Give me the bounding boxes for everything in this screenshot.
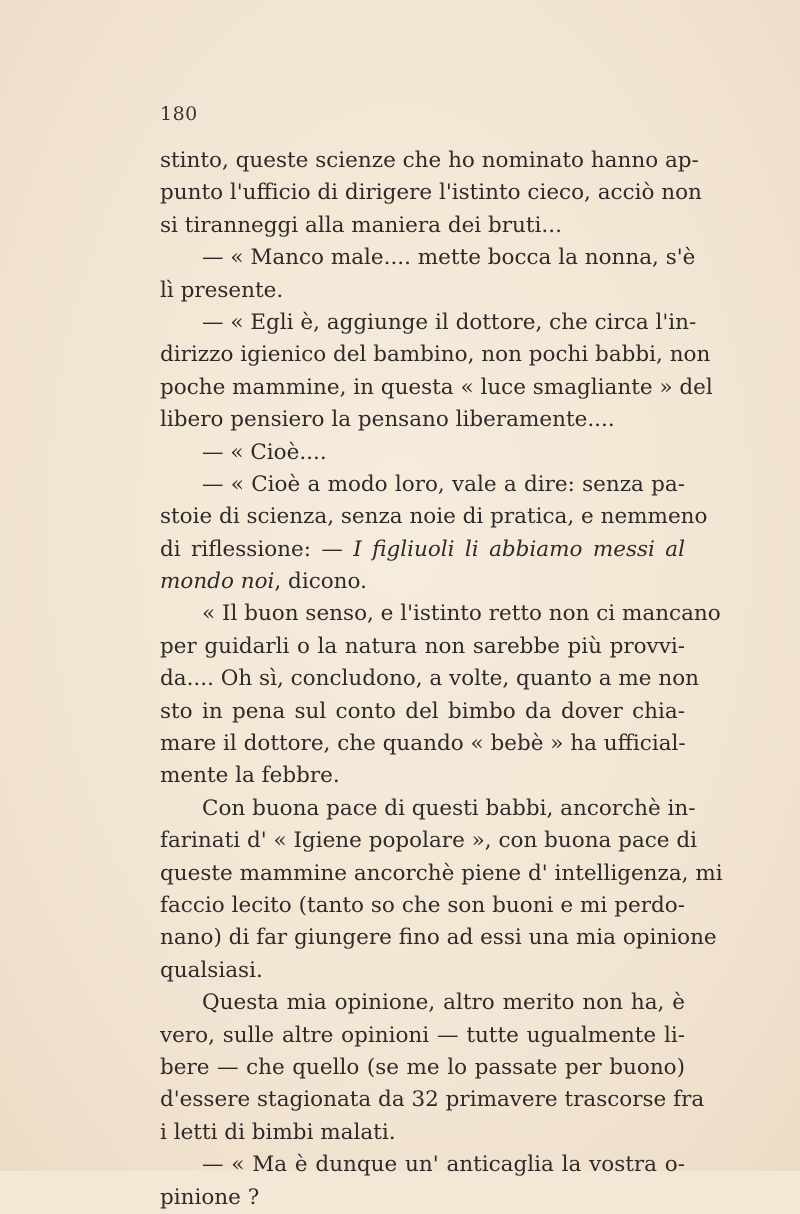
line-text: Questa mia opinione, altro merito non ha, è bbox=[202, 990, 685, 1016]
italic-text: I figliuoli li abbiamo messi al bbox=[353, 536, 685, 562]
text-line bbox=[160, 858, 723, 890]
line-text: , dicono. bbox=[274, 569, 367, 595]
line-text: da.... Oh sì, concludono, a volte, quanto a me non bbox=[160, 666, 699, 692]
line-text: dirizzo igienico del bambino, non pochi babbi, non bbox=[160, 342, 711, 368]
line-text: poche mammine, in questa « luce smagliante » del bbox=[160, 374, 713, 400]
text-line bbox=[160, 177, 702, 209]
text-line bbox=[160, 1020, 685, 1052]
line-text: bere — che quello (se me lo passate per buono) bbox=[160, 1054, 685, 1080]
line-text: mente la febbre. bbox=[160, 763, 340, 789]
text-line bbox=[160, 696, 685, 728]
line-text: d'essere stagionata da 32 primavere trascorse fra bbox=[160, 1087, 705, 1113]
text-line bbox=[160, 469, 685, 501]
text-line bbox=[160, 728, 685, 760]
text-line bbox=[160, 825, 698, 857]
line-text: vero, sulle altre opinioni — tutte ugualmente li- bbox=[160, 1022, 685, 1048]
text-line bbox=[160, 307, 697, 339]
text-line bbox=[160, 1052, 685, 1084]
line-text: nano) di far giungere fino ad essi una mia opinione bbox=[160, 925, 717, 951]
text-line bbox=[160, 275, 685, 307]
line-text: sto in pena sul conto del bimbo da dover chia- bbox=[160, 698, 685, 724]
line-text: — « Cioè a modo loro, vale a dire: senza pa- bbox=[202, 471, 685, 497]
text-line bbox=[160, 534, 685, 566]
line-text: — « Ma è dunque un' anticaglia la vostra o- bbox=[202, 1152, 685, 1178]
text-line bbox=[160, 987, 685, 1019]
italic-text: mondo noi bbox=[160, 569, 275, 595]
text-line bbox=[160, 922, 717, 954]
line-text: mare il dottore, che quando « bebè » ha ufficial- bbox=[160, 731, 686, 757]
text-line bbox=[160, 339, 711, 371]
line-text: — « Egli è, aggiunge il dottore, che circa l'in- bbox=[202, 309, 697, 335]
line-text: pinione ? bbox=[160, 1184, 260, 1210]
line-text: libero pensiero la pensano liberamente.... bbox=[160, 407, 615, 433]
line-text: queste mammine ancorchè piene d' intelligenza, mi bbox=[160, 860, 723, 886]
text-line bbox=[160, 210, 685, 242]
line-text: punto l'ufficio di dirigere l'istinto cieco, acciò non bbox=[160, 180, 702, 206]
text-line bbox=[160, 145, 699, 177]
line-text: stoie di scienza, senza noie di pratica, e nemmeno bbox=[160, 504, 708, 530]
line-text: stinto, queste scienze che ho nominato hanno ap- bbox=[160, 148, 699, 173]
text-line bbox=[160, 372, 713, 404]
line-text: per guidarli o la natura non sarebbe più provvi- bbox=[160, 633, 685, 659]
text-line bbox=[160, 437, 685, 469]
line-text: di riflessione: — bbox=[160, 536, 354, 562]
text-line bbox=[160, 1084, 705, 1116]
text-line bbox=[160, 793, 696, 825]
text-line bbox=[160, 1117, 685, 1149]
line-text: i letti di bimbi malati. bbox=[160, 1119, 396, 1145]
text-line bbox=[160, 890, 685, 922]
text-line bbox=[160, 1149, 685, 1181]
line-text: Con buona pace di questi babbi, ancorchè in- bbox=[202, 795, 696, 821]
text-line bbox=[160, 566, 685, 598]
line-text: qualsiasi. bbox=[160, 957, 263, 983]
text-line bbox=[160, 242, 696, 274]
text-line bbox=[160, 598, 721, 630]
line-text: faccio lecito (tanto so che son buoni e mi perdo- bbox=[160, 892, 685, 918]
line-text: — « Manco male.... mette bocca la nonna, s'è bbox=[202, 245, 696, 271]
text-line bbox=[160, 760, 685, 792]
line-text: si tiranneggi alla maniera dei bruti... bbox=[160, 212, 562, 238]
text-line bbox=[160, 631, 685, 663]
text-line bbox=[160, 955, 685, 987]
line-text: « Il buon senso, e l'istinto retto non ci mancano bbox=[202, 601, 721, 627]
text-line bbox=[160, 1182, 685, 1214]
text-line bbox=[160, 404, 685, 436]
page-number: 180 bbox=[160, 103, 198, 125]
line-text: farinati d' « Igiene popolare », con buona pace di bbox=[160, 828, 698, 854]
text-line bbox=[160, 501, 708, 533]
line-text: lì presente. bbox=[160, 277, 284, 303]
body-text bbox=[160, 145, 723, 1214]
line-text: — « Cioè.... bbox=[202, 439, 327, 465]
text-line bbox=[160, 663, 699, 695]
